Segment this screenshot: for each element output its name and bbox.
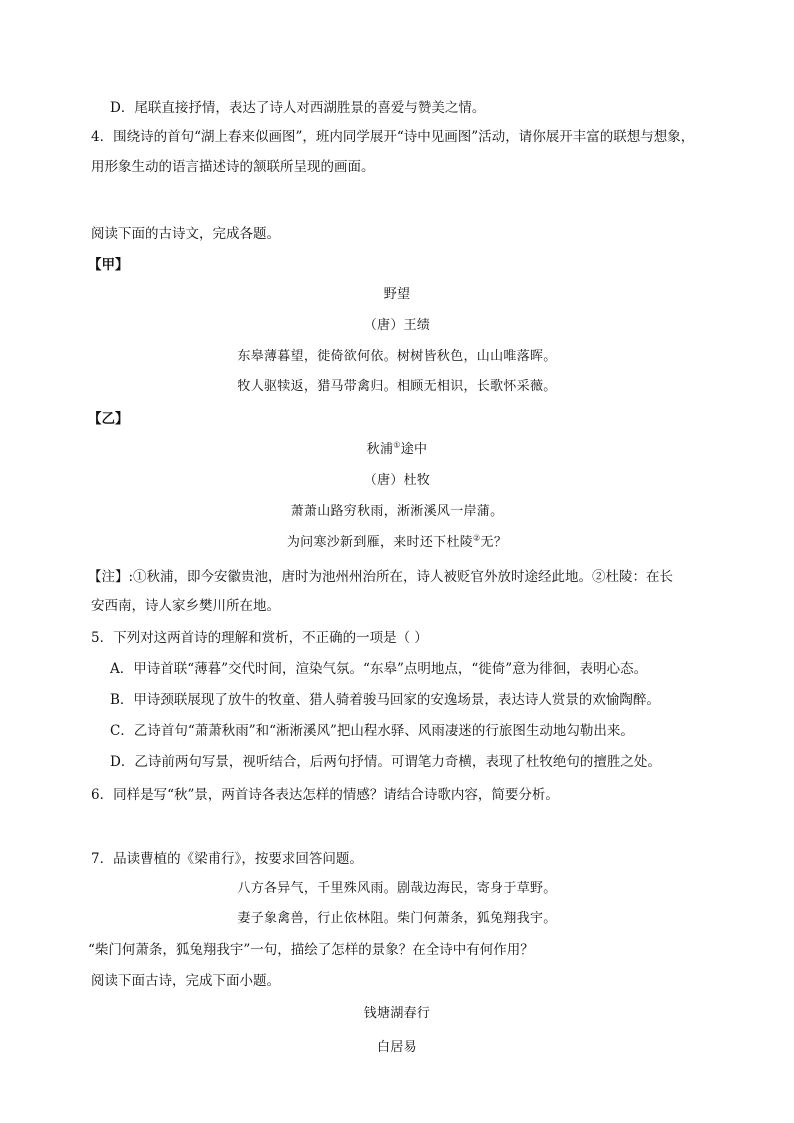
- q5-option-a: A．甲诗首联“薄暮”交代时间，渲染气氛。“东皋”点明地点，“徙倚”意为徘徊，表明心态。: [110, 661, 648, 677]
- poem-a-author: （唐）王绩: [363, 318, 431, 333]
- notes-line2: 安西南，诗人家乡樊川所在地。: [91, 598, 280, 614]
- poem-b-title-post: 途中: [400, 442, 428, 457]
- poem-b-title: [0, 441, 794, 459]
- q5-option-b: B．甲诗颈联展现了放牛的牧童、猎人骑着骏马回家的安逸场景，表达诗人赏景的欢愉陶醉。: [110, 692, 660, 708]
- poem-b-line2-pre: 为问寒沙新到雁，来时还下杜陵: [286, 535, 474, 550]
- footnote-marker-1: ①: [393, 440, 401, 450]
- footnote-marker-2: ②: [473, 533, 481, 543]
- poem-c-title: 钱塘湖春行: [363, 1006, 431, 1021]
- q7-poem-line2: 妻子象禽兽，行止依林阻。柴门何萧条，狐兔翔我宇。: [237, 911, 557, 926]
- q5-option-d: D．乙诗前两句写景，视听结合，后两句抒情。可谓笔力奇横，表现了杜牧绝句的擅胜之处。: [110, 754, 661, 770]
- q4-stem-line2: 用形象生动的语言描述诗的颔联所呈现的画面。: [91, 159, 375, 175]
- poem-a-line2: 牧人驱犊返，猎马带禽归。相顾无相识，长歌怀采薇。: [237, 379, 557, 394]
- q7-question: “柴门何萧条，狐兔翔我宇”一句，描绘了怎样的景象？在全诗中有何作用？: [88, 942, 534, 958]
- label-yi: 【乙】: [88, 411, 129, 427]
- poem-b-line2-post: 无？: [480, 535, 508, 550]
- q4-stem-line1: 4．围绕诗的首句“湖上春来似画图”，班内同学展开“诗中见画图”活动，请你展开丰富的联想与想象，: [91, 129, 695, 145]
- poem-b-line2: [0, 534, 794, 552]
- q6-stem: 6．同样是写“秋”景，两首诗各表达怎样的情感？请结合诗歌内容，简要分析。: [91, 787, 559, 803]
- poem-b-author: （唐）杜牧: [363, 473, 431, 488]
- poem-b-line1: 萧萧山路穷秋雨，淅淅溪风一岸蒲。: [290, 504, 504, 519]
- section3-intro: 阅读下面古诗，完成下面小题。: [91, 973, 280, 989]
- poem-a-title: 野望: [383, 287, 411, 302]
- poem-b-title-pre: 秋浦: [366, 442, 394, 457]
- label-jia: 【甲】: [88, 257, 129, 273]
- q5-option-c: C．乙诗首句“萧萧秋雨”和“淅淅溪风”把山程水驿、风雨凄迷的行旅图生动地勾勒出来。: [110, 723, 634, 739]
- q7-poem-line1: 八方各异气，千里殊风雨。剧哉边海民，寄身于草野。: [237, 881, 557, 896]
- q3-option-d: D．尾联直接抒情，表达了诗人对西湖胜景的喜爱与赞美之情。: [110, 100, 486, 116]
- poem-c-author: 白居易: [377, 1040, 417, 1055]
- q7-stem: 7．品读曹植的《梁甫行》，按要求回答问题。: [91, 851, 363, 867]
- section2-intro: 阅读下面的古诗文，完成各题。: [91, 226, 280, 242]
- q5-stem: 5．下列对这两首诗的理解和赏析，不正确的一项是（ ）: [91, 630, 428, 646]
- poem-a-line1: 东皋薄暮望，徙倚欲何依。树树皆秋色，山山唯落晖。: [237, 349, 557, 364]
- notes-line1: 【注】:①秋浦，即今安徽贵池，唐时为池州州治所在，诗人被贬官外放时途经此地。②杜陵：在长: [88, 569, 674, 585]
